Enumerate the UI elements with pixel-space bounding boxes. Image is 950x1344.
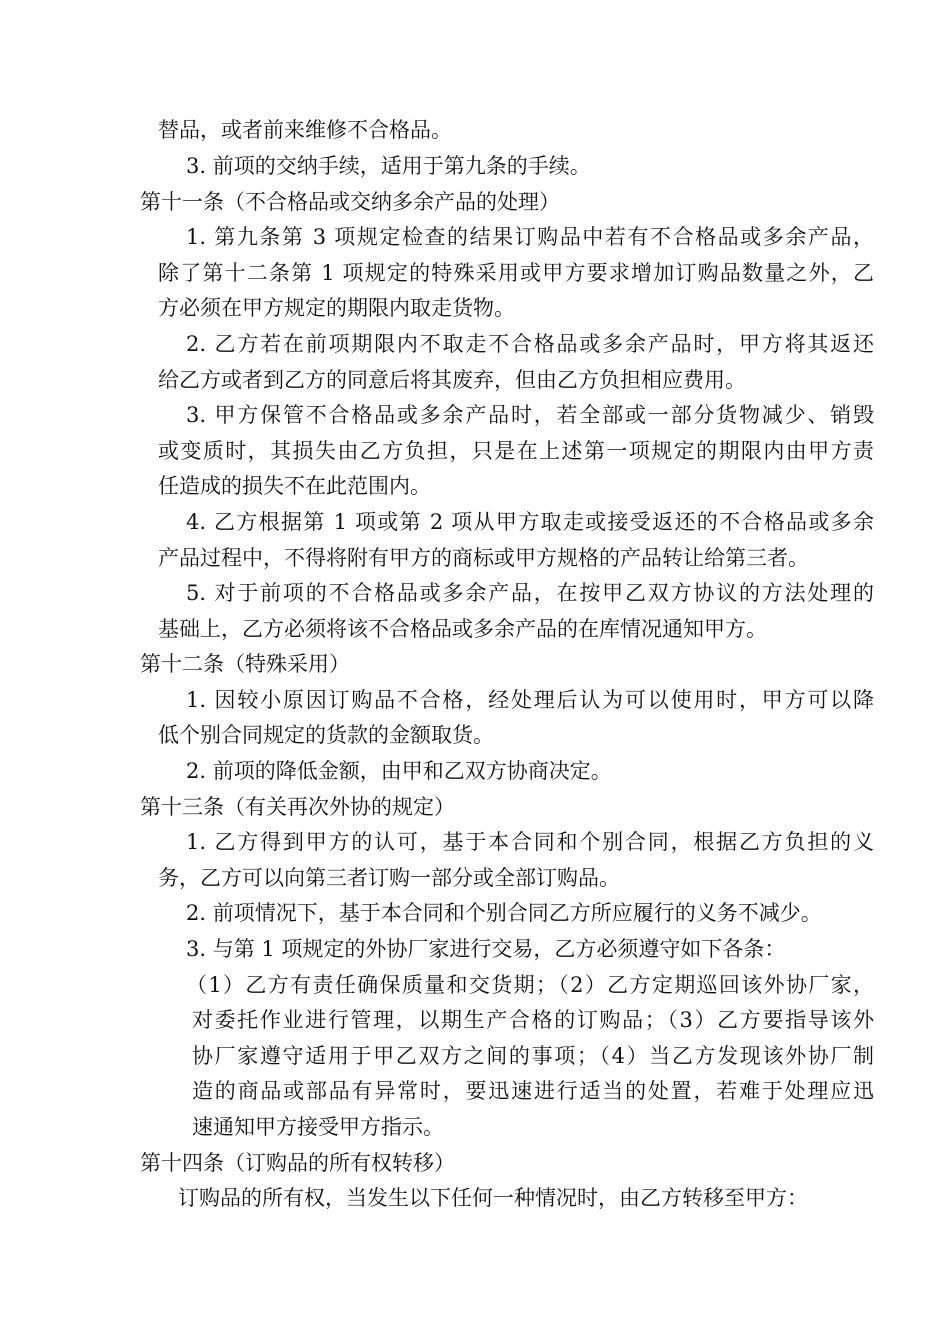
paragraph-line: 2. 前项情况下，基于本合同和个别合同乙方所应履行的义务不减少。 <box>186 901 822 925</box>
sub-item-line: 协厂家遵守适用于甲乙双方之间的事项；（4）当乙方发现该外协厂制 <box>192 1044 874 1068</box>
article-heading: 第十二条（特殊采用） <box>140 652 350 676</box>
paragraph-line: 产品过程中，不得将附有甲方的商标或甲方规格的产品转让给第三者。 <box>158 546 809 570</box>
paragraph-line: 1. 因较小原因订购品不合格，经处理后认为可以使用时，甲方可以降 <box>186 688 874 712</box>
paragraph-line: 方必须在甲方规定的期限内取走货物。 <box>158 296 515 320</box>
paragraph-line: 2. 乙方若在前项期限内不取走不合格品或多余产品时，甲方将其返还 <box>186 332 874 356</box>
article-heading: 第十三条（有关再次外协的规定） <box>140 795 455 819</box>
article-heading: 第十四条（订购品的所有权转移） <box>140 1151 455 1175</box>
paragraph-line: 订购品的所有权，当发生以下任何一种情况时，由乙方转移至甲方： <box>178 1186 808 1210</box>
sub-item-line: 对委托作业进行管理，以期生产合格的订购品；（3）乙方要指导该外 <box>192 1008 874 1032</box>
paragraph-line: 3. 甲方保管不合格品或多余产品时，若全部或一部分货物减少、销毁 <box>186 403 874 427</box>
paragraph-line: 5. 对于前项的不合格品或多余产品，在按甲乙双方协议的方法处理的 <box>186 581 874 605</box>
paragraph-line: 任造成的损失不在此范围内。 <box>158 474 431 498</box>
sub-item-line: 速通知甲方接受甲方指示。 <box>192 1115 444 1139</box>
paragraph-line: 或变质时，其损失由乙方负担，只是在上述第一项规定的期限内由甲方责 <box>158 439 874 463</box>
paragraph-line: 4. 乙方根据第 1 项或第 2 项从甲方取走或接受返还的不合格品或多余 <box>186 510 874 534</box>
paragraph-line: 1. 乙方得到甲方的认可，基于本合同和个别合同，根据乙方负担的义 <box>186 830 874 854</box>
paragraph-line: 1. 第九条第 3 项规定检查的结果订购品中若有不合格品或多余产品， <box>186 225 874 249</box>
paragraph-line: 替品，或者前来维修不合格品。 <box>158 118 452 142</box>
paragraph-line: 3. 前项的交纳手续，适用于第九条的手续。 <box>186 154 591 178</box>
paragraph-line: 务，乙方可以向第三者订购一部分或全部订购品。 <box>158 866 620 890</box>
paragraph-line: 2. 前项的降低金额，由甲和乙双方协商决定。 <box>186 759 612 783</box>
article-heading: 第十一条（不合格品或交纳多余产品的处理） <box>140 190 560 214</box>
paragraph-line: 给乙方或者到乙方的同意后将其废弃，但由乙方负担相应费用。 <box>158 368 746 392</box>
paragraph-line: 低个别合同规定的货款的金额取货。 <box>158 723 494 747</box>
paragraph-line: 3. 与第 1 项规定的外协厂家进行交易，乙方必须遵守如下各条： <box>186 937 786 961</box>
sub-item-line: （1）乙方有责任确保质量和交货期；（2）乙方定期巡回该外协厂家， <box>186 973 874 997</box>
paragraph-line: 基础上，乙方必须将该不合格品或多余产品的在库情况通知甲方。 <box>158 617 767 641</box>
sub-item-line: 造的商品或部品有异常时，要迅速进行适当的处置，若难于处理应迅 <box>192 1079 874 1103</box>
paragraph-line: 除了第十二条第 1 项规定的特殊采用或甲方要求增加订购品数量之外，乙 <box>158 261 874 285</box>
